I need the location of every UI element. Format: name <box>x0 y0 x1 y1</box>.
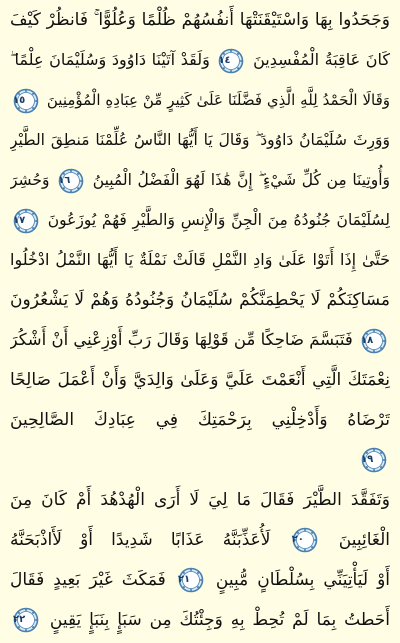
ayah-number: ٢٢ <box>13 614 26 625</box>
text-line <box>10 520 390 560</box>
verse-text: الْغَائِبِينَ <box>338 530 390 550</box>
text-line <box>10 120 390 160</box>
text-line <box>10 0 390 40</box>
ayah-end-marker <box>13 607 39 633</box>
verse-text: كَانَ عَاقِبَةُ الْمُفْسِدِينَ <box>253 50 390 69</box>
verse-text: نِعْمَتَكَ الَّتِي أَنْعَمْتَ عَلَيَّ وَعَلَىٰ وَالِدَيَّ وَأَنْ أَعْمَلَ صَالِحًا <box>10 370 390 390</box>
ayah-end-marker <box>292 527 318 553</box>
verse-text: فَمَكَثَ غَيْرَ بَعِيدٍ فَقَالَ <box>10 570 166 590</box>
ayah-end-marker <box>13 208 39 234</box>
ayah-number: ١٥ <box>13 94 26 106</box>
text-line <box>10 240 390 280</box>
ayah-end-marker <box>13 88 39 114</box>
ayah-number: ١٩ <box>361 454 374 465</box>
text-line <box>10 40 390 80</box>
ayah-end-marker <box>218 48 244 74</box>
text-line <box>10 80 390 120</box>
verse-text: حَتَّىٰ إِذَا أَتَوْا عَلَىٰ وَادِ النَّمْلِ قَالَتْ نَمْلَةٌ يَا أَيُّهَا النَّمْلُ ادْخُلُوا <box>10 250 390 269</box>
ayah-number: ١٧ <box>13 214 26 226</box>
text-line <box>10 320 390 360</box>
verse-text: وَحُشِرَ <box>10 171 50 189</box>
text-line <box>10 160 390 200</box>
verse-text: لِسُلَيْمَانَ جُنُودُهُ مِنَ الْجِنِّ وَالْإِنسِ وَالطَّيْرِ فَهُمْ يُوزَعُونَ <box>47 211 390 229</box>
verse-text: أَوْ لَيَأْتِيَنِّي بِسُلْطَانٍ مُّبِينٍ <box>215 570 390 590</box>
text-line <box>10 200 390 240</box>
verse-text: مَسَاكِنَكُمْ لَا يَحْطِمَنَّكُمْ سُلَيْمَانُ وَجُنُودُهُ وَهُمْ لَا يَشْعُرُونَ <box>10 290 390 310</box>
text-line <box>10 440 390 480</box>
ayah-number: ١٨ <box>361 334 374 346</box>
text-line <box>10 400 390 440</box>
ayah-number: ١٤ <box>218 54 231 66</box>
text-line <box>10 480 390 520</box>
ayah-end-marker <box>58 168 84 194</box>
ayah-number: ٢١ <box>177 574 191 585</box>
verse-text: وَلَقَدْ آتَيْنَا دَاوُودَ وَسُلَيْمَانَ عِلْمًا ۖ <box>10 50 210 69</box>
ayah-number: ١٦ <box>58 174 71 186</box>
ayah-number: ٢٠ <box>291 534 304 545</box>
verse-text: أَحَطتُ بِمَا لَمْ تُحِطْ بِهِ وَجِئْتُكَ مِن سَبَإٍ بِنَبَإٍ يَقِينٍ <box>49 610 390 630</box>
text-line <box>10 560 390 600</box>
text-line <box>10 600 390 640</box>
verse-text: وَتَفَقَّدَ الطَّيْرَ فَقَالَ مَا لِيَ لَا أَرَى الْهُدْهُدَ أَمْ كَانَ مِنَ <box>10 490 390 510</box>
verse-text: فَتَبَسَّمَ ضَاحِكًا مِّن قَوْلِهَا وَقَالَ رَبِّ أَوْزِعْنِي أَنْ أَشْكُرَ <box>10 330 353 349</box>
verse-text: تَرْضَاهُ وَأَدْخِلْنِي بِرَحْمَتِكَ فِي عِبَادِكَ الصَّالِحِينَ <box>10 410 390 430</box>
verse-text: وَجَحَدُوا بِهَا وَاسْتَيْقَنَتْهَا أَنفُسُهُمْ ظُلْمًا وَعُلُوًّا ۚ فَانظُرْ كَيْفَ <box>10 10 390 30</box>
ayah-end-marker <box>361 328 387 354</box>
text-line <box>10 280 390 320</box>
verse-text: وَوَرِثَ سُلَيْمَانُ دَاوُودَ ۖ وَقَالَ يَا أَيُّهَا النَّاسُ عُلِّمْنَا مَنطِقَ الطَّيْرِ <box>10 131 390 149</box>
verse-text: لَأُعَذِّبَنَّهُ عَذَابًا شَدِيدًا أَوْ لَأَاذْبَحَنَّهُ <box>10 530 271 550</box>
ayah-end-marker <box>178 567 204 593</box>
ayah-end-marker <box>361 447 387 473</box>
verse-text: وَأُوتِينَا مِن كُلِّ شَيْءٍ ۖ إِنَّ هَٰذَا لَهُوَ الْفَضْلُ الْمُبِينُ <box>92 171 390 189</box>
verse-text: وَقَالَا الْحَمْدُ لِلَّهِ الَّذِي فَضَّلَنَا عَلَىٰ كَثِيرٍ مِّنْ عِبَادِهِ الْمُؤْمِنِينَ <box>46 91 390 109</box>
text-line <box>10 360 390 400</box>
